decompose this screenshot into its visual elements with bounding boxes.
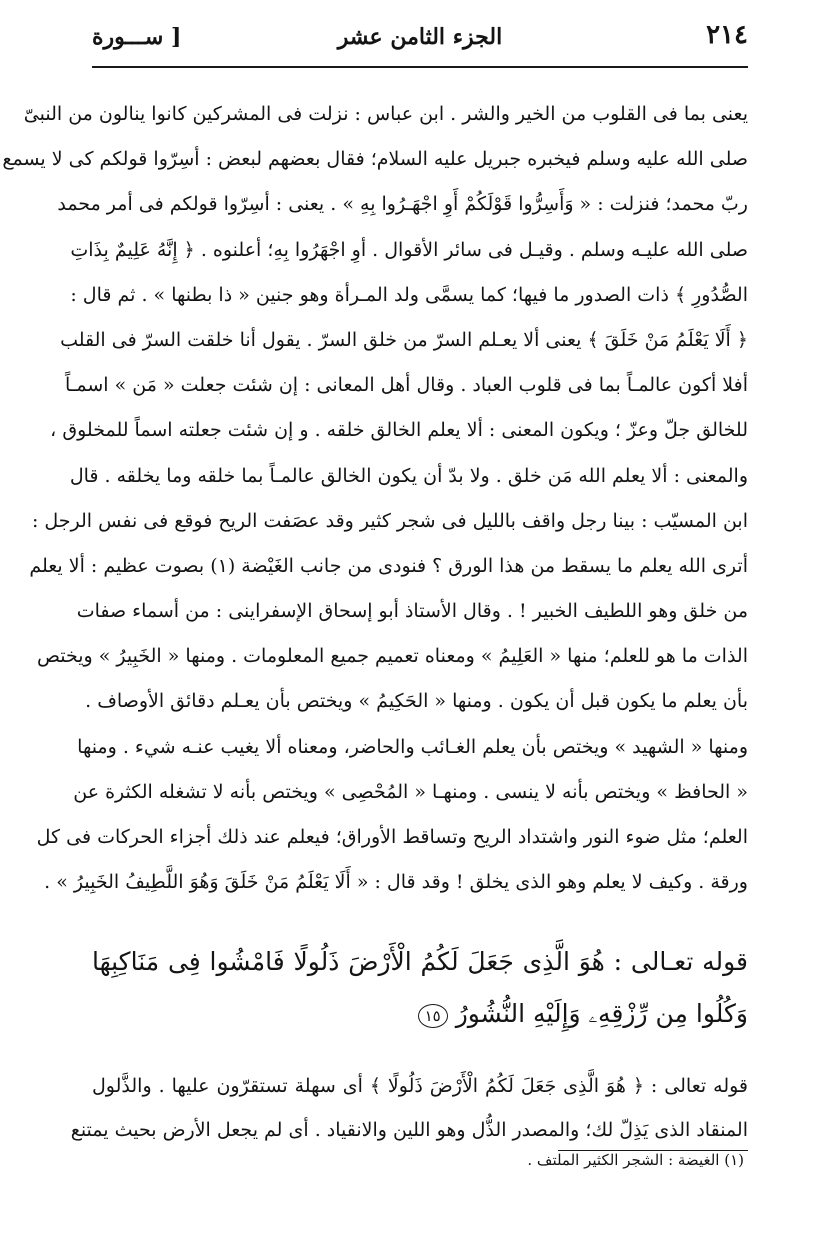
verse-number: ١٥: [418, 1004, 448, 1028]
text-line: « الحافظ » ويختص بأنه لا ينسى . ومنهـا « المُحْصِى » ويختص بأنه لا تشغله الكثرة عن: [73, 780, 748, 803]
text-line: ومنها « الشهيد » ويختص بأن يعلم الغـائب والحاضر، ومعناه ألا يغيب عنـه شيء . ومنها: [77, 735, 748, 758]
text-line: أفلا أكون عالمـاً بما فى قلوب العباد . وقال أهل المعانى : إن شئت جعلت « مَن » اسمـاً: [65, 374, 748, 397]
text-line: يعنى بما فى القلوب من الخير والشر . ابن عباس : نزلت فى المشركين كانوا ينالون من النبىّ: [23, 103, 748, 125]
page-number: ٢١٤: [706, 20, 748, 50]
verse-line: قوله تعـالى : هُوَ الَّذِى جَعَلَ لَكُمُ الْأَرْضَ ذَلُولًا فَامْشُوا فِى مَنَاكِبِهَا: [92, 947, 748, 976]
text-line: الصُّدُورِ ﴾ ذات الصدور ما فيها؛ كما يسمَّى ولد المـرأة وهو جنين « ذا بطنها » . ثم قال :: [70, 283, 748, 306]
verse-line: [92, 988, 748, 1040]
quran-verse: [92, 936, 748, 1040]
verse-text: وَكُلُوا مِن رِّزْقِهِۦ وَإِلَيْهِ النُّشُورُ: [455, 999, 748, 1028]
text-line: الذات ما هو للعلم؛ منها « العَلِيمُ » ومعناه تعميم جميع المعلومات . ومنها « الخَبِيرُ » ويختص: [36, 645, 748, 668]
text-line: العلم؛ مثل ضوء النور واشتداد الريح وتساقط الأوراق؛ فيعلم عند ذلك أجزاء الحركات فى كل: [36, 826, 748, 848]
footnote: (١) الغيضة : الشجر الكثير الملتف .: [527, 1151, 744, 1169]
commentary-text: [2, 92, 748, 905]
text-line: صلى الله عليـه وسلم . وقيـل فى سائر الأقوال . أوِ اجْهَرُوا بِهِ؛ أعلنوه . ﴿ إِنَّهُ عَلِيمٌ بِذَاتِ: [70, 238, 748, 261]
text-line: للخالق جلّ وعزّ ؛ ويكون المعنى : ألا يعلم الخالق خلقه . و إن شئت جعلته اسماً للمخلوق ،: [50, 419, 748, 442]
text-line: من خلق وهو اللطيف الخبير ! . وقال الأستاذ أبو إسحاق الإسفراينى : من أسماء صفات: [76, 600, 748, 623]
text-line: والمعنى : ألا يعلم الله مَن خلق . ولا بدّ أن يكون الخالق عالمـاً بما خلقه وما يخلقه . قال: [69, 464, 748, 487]
text-line: ورقة . وكيف لا يعلم وهو الذى يخلق ! وقد قال : « أَلَا يَعْلَمُ مَنْ خَلَقَ وَهُوَ اللَّطِيفُ الخَبِيرُ » .: [44, 871, 748, 894]
commentary-text-continued: [70, 1064, 748, 1152]
surah-label: [ ســـورة: [92, 24, 182, 50]
text-line: ابن المسيّب : بينا رجل واقف بالليل فى شجر كثير وقد عصَفت الريح فوقع فى نفس الرجل :: [31, 509, 748, 532]
text-line: المنقاد الذى يَذِلّ لك؛ والمصدر الذُّل وهو اللين والانقياد . أى لم يجعل الأرض بحيث يمتنع: [70, 1119, 748, 1141]
header-rule: [92, 66, 748, 68]
text-line: صلى الله عليه وسلم فيخبره جبريل عليه السلام؛ فقال بعضهم لبعض : أسِرّوا قولكم كى لا يسمع: [2, 148, 748, 171]
text-line: بأن يعلم ما يكون قبل أن يكون . ومنها « الحَكِيمُ » ويختص بأن يعـلم دقائق الأوصاف .: [85, 690, 748, 713]
text-line: ربّ محمد؛ فنزلت : « وَأَسِرُّوا قَوْلَكُمْ أَوِ اجْهَـرُوا بِهِ » . يعنى : أسِرّوا قولكم فى أمر محمد: [57, 193, 748, 216]
part-title: الجزء الثامن عشر: [337, 24, 503, 50]
page-header: [92, 18, 748, 62]
text-line: ﴿ أَلَا يَعْلَمُ مَنْ خَلَقَ ﴾ يعنى ألا يعـلم السرّ من خلق السرّ . يقول أنا خلقت السرّ فى القلب: [60, 328, 748, 351]
text-line: قوله تعالى : ﴿ هُوَ الَّذِى جَعَلَ لَكُمُ الْأَرْضَ ذَلُولًا ﴾ أى سهلة تستقرّون عليها . والذَّلول: [92, 1075, 748, 1097]
text-line: أترى الله يعلم ما يسقط من هذا الورق ؟ فنودى من جانب الغَيْضة (١) بصوت عظيم : ألا يعلم: [29, 554, 748, 577]
